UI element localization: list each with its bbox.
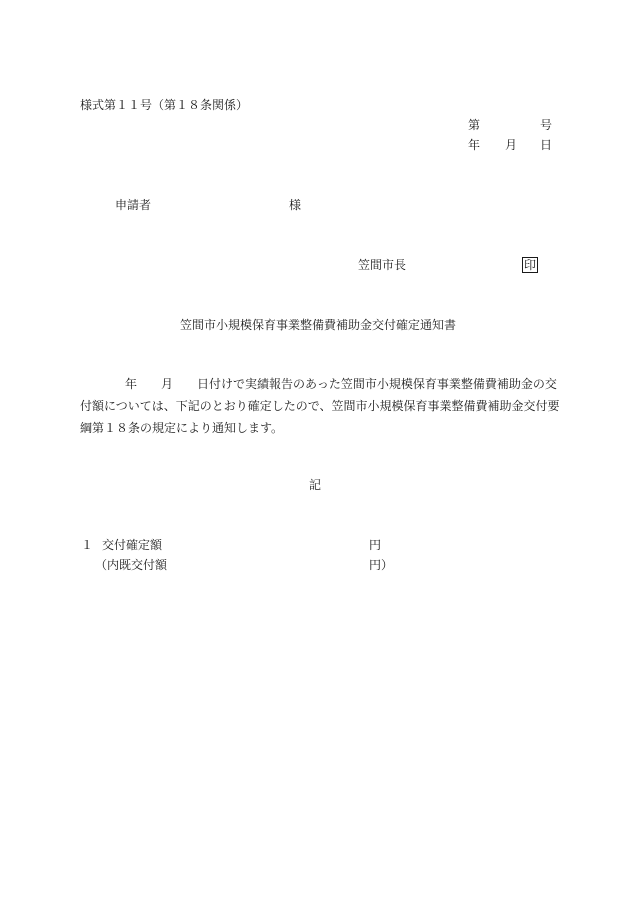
item-2-unit: 円） [369,558,394,572]
date-day-label: 日 [540,138,553,152]
item-1-label: 交付確定額 [102,538,163,552]
date-month-label: 月 [505,138,518,152]
body-month-label: 月 [161,377,174,391]
body-line-3: 綱第１８条の規定により通知します。 [80,421,284,435]
applicant-honorific: 様 [289,198,302,212]
body-line-2: 付額については、下記のとおり確定したので、笠間市小規模保育事業整備費補助金交付要 [80,399,560,413]
item-1-unit: 円 [369,538,382,552]
seal-mark: 印 [524,258,537,272]
ki-heading: 記 [309,478,322,492]
document-title: 笠間市小規模保育事業整備費補助金交付確定通知書 [180,318,457,332]
issuer-name: 笠間市長 [358,258,407,272]
applicant-label: 申請者 [115,198,152,212]
body-line-1-text: 日付けで実績報告のあった笠間市小規模保育事業整備費補助金の交 [197,377,557,391]
form-number: 様式第１１号（第１８条関係） [80,98,249,112]
document-number-suffix: 号 [540,118,553,132]
body-line-1 [80,378,557,390]
date-year-label: 年 [468,138,481,152]
item-2-label: （内既交付額 [95,558,168,572]
document-number-prefix: 第 [468,118,481,132]
body-year-label: 年 [125,377,138,391]
item-1-number: １ [81,538,94,552]
